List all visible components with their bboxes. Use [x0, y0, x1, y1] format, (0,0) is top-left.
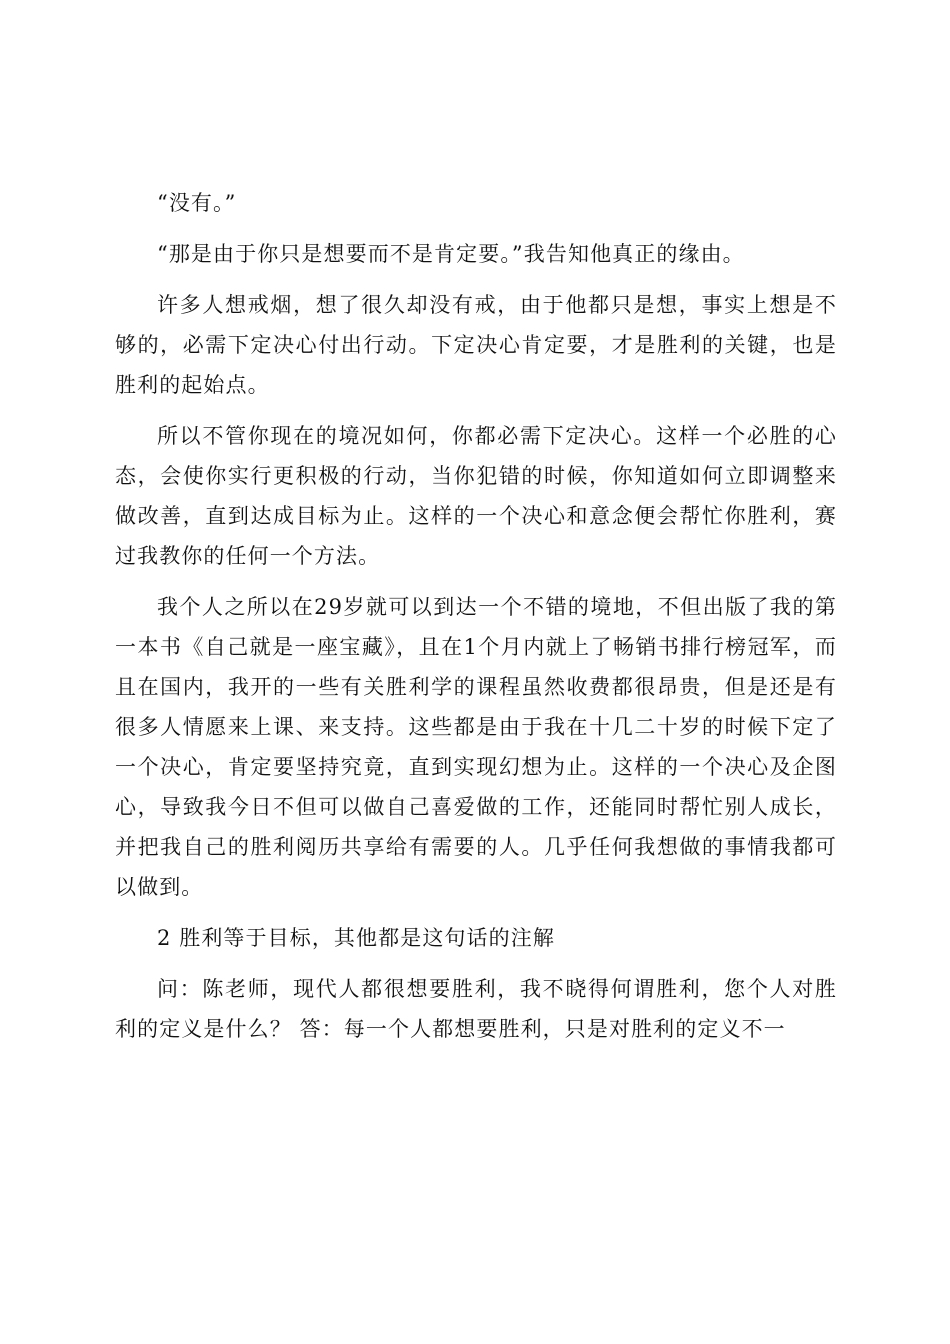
section-heading: 2 胜利等于目标，其他都是这句话的注解 [157, 926, 555, 950]
paragraph-quote-reason: “那是由于你只是想要而不是肯定要。”我告知他真正的缘由。 [157, 242, 745, 266]
paragraph-personal-story: 我个人之所以在29岁就可以到达一个不错的境地，不但出版了我的第一本书《自己就是一座宝藏》，且在1个月内就上了畅销书排行榜冠军，而且在国内，我开的一些有关胜利学的课程虽然收费都很昂贵，但是还是有很多人情愿来上课、来支持。这些都是由于我在十几二十岁的时候下定了一个决心，肯定要坚持究竟，直到实现幻想为止。这样的一个决心及企图心，导致我今日不但可以做自己喜爱做的工作，还能同时帮忙别人成长，并把我自己的胜利阅历共享给有需要的人。几乎任何我想做的事情我都可以做到。 [115, 595, 837, 899]
paragraph-determination: 所以不管你现在的境况如何，你都必需下定决心。这样一个必胜的心态，会使你实行更积极的行动，当你犯错的时候，你知道如何立即调整来做改善，直到达成目标为止。这样的一个决心和意念便会帮忙你胜利，赛过我教你的任何一个方法。 [115, 424, 837, 568]
paragraph-question: 问：陈老师，现代人都很想要胜利，我不晓得何谓胜利，您个人对胜利的定义是什么？ 答：每一个人都想要胜利，只是对胜利的定义不一 [115, 977, 837, 1041]
paragraph-quit-smoking: 许多人想戒烟，想了很久却没有戒，由于他都只是想，事实上想是不够的，必需下定决心付出行动。下定决心肯定要，才是胜利的关键，也是胜利的起始点。 [115, 293, 837, 397]
document-body [115, 183, 837, 1060]
paragraph-quote-no: “没有。” [157, 191, 237, 215]
